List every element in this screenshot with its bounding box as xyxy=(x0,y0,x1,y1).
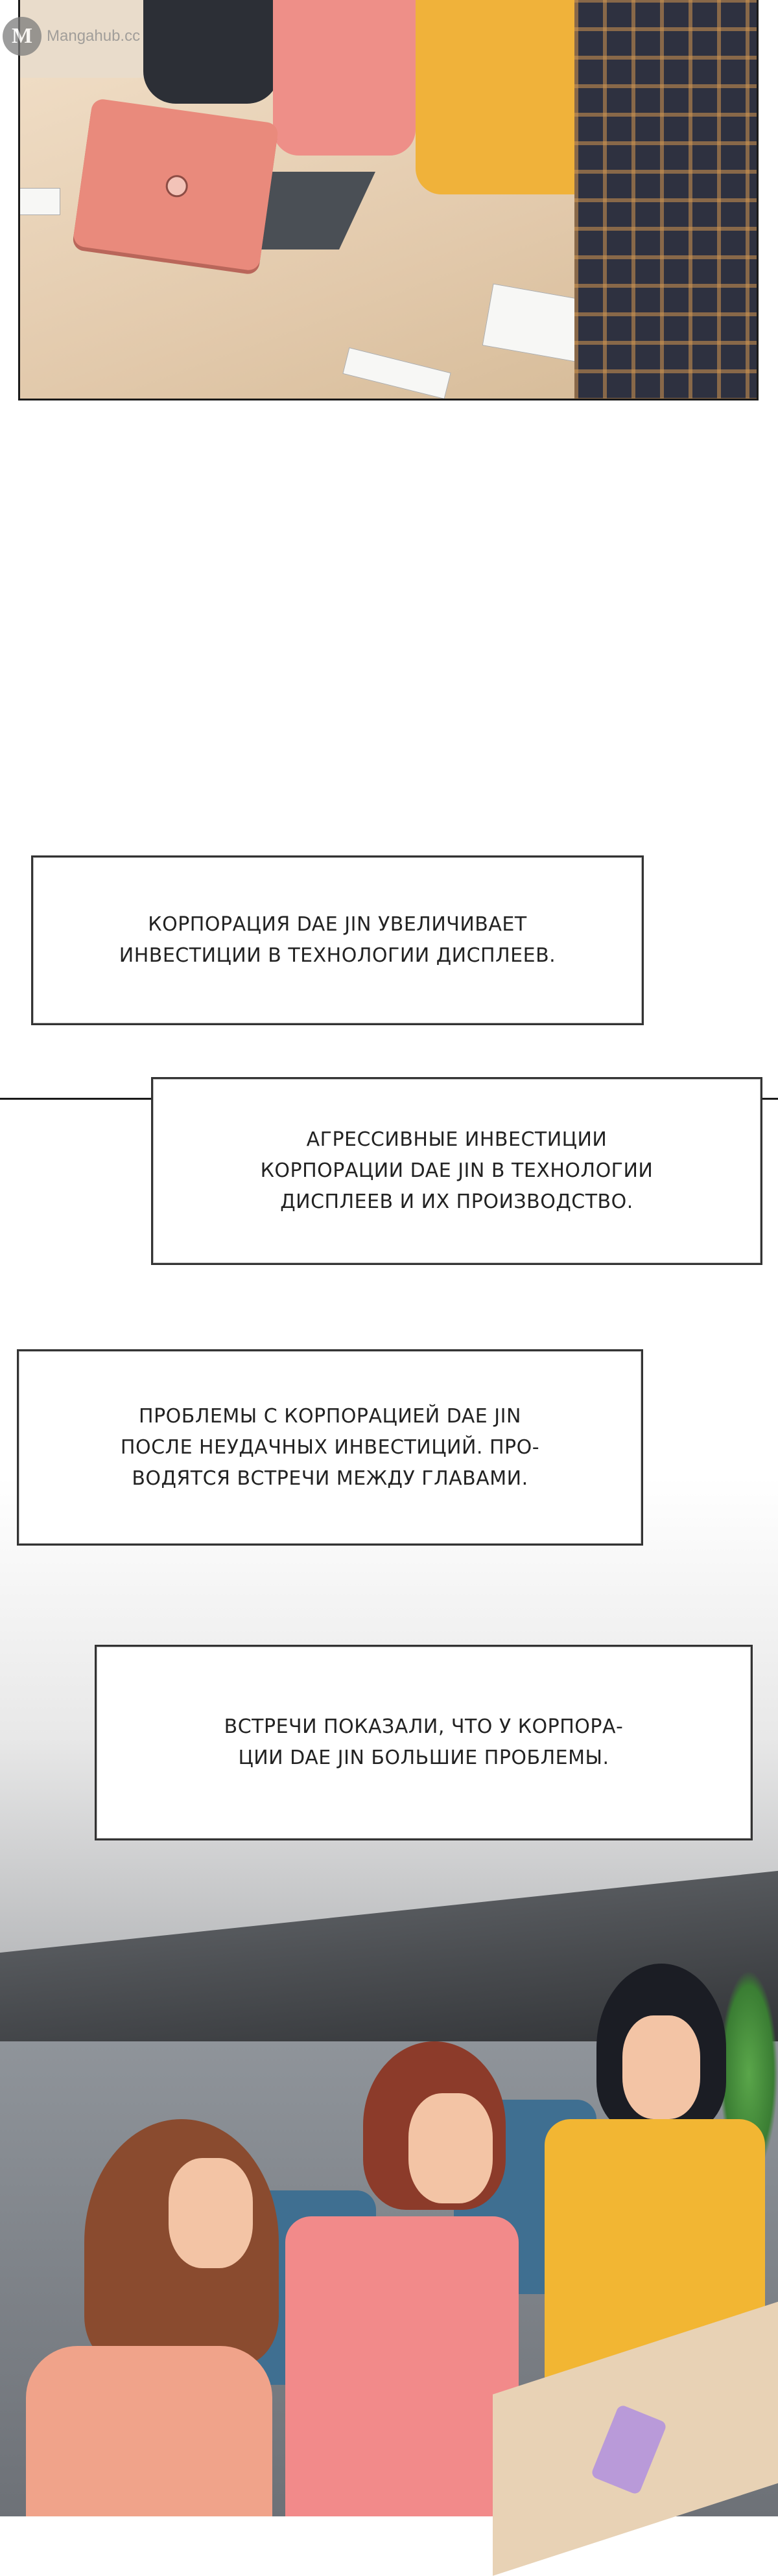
character-face xyxy=(622,2015,700,2119)
character-pink-shirt xyxy=(273,0,416,156)
site-logo-icon: M xyxy=(3,17,41,56)
comic-panel-top xyxy=(18,0,759,400)
narration-box xyxy=(17,1349,643,1546)
narration-box xyxy=(31,855,644,1025)
character-plaid-jacket xyxy=(574,0,759,400)
narration-box xyxy=(95,1645,753,1840)
character-face xyxy=(169,2158,253,2268)
character-peach-shirt xyxy=(26,2346,272,2516)
character-pink-shirt xyxy=(285,2216,519,2516)
narration-text: ПРОБЛЕМЫ С КОРПОРАЦИЕЙ DAE JIN ПОСЛЕ НЕУДАЧНЫХ ИНВЕСТИЦИЙ. ПРО- ВОДЯТСЯ ВСТРЕЧИ МЕЖДУ ГЛАВАМИ. xyxy=(120,1404,540,1490)
document-paper xyxy=(18,188,60,215)
narration-text: АГРЕССИВНЫЕ ИНВЕСТИЦИИ КОРПОРАЦИИ DAE JIN В ТЕХНОЛОГИИ ДИСПЛЕЕВ И ИХ ПРОИЗВОДСТВО. xyxy=(260,1128,654,1213)
character-face xyxy=(408,2093,493,2203)
narration-box xyxy=(151,1077,762,1265)
laptop-logo-icon xyxy=(165,174,189,198)
watermark-text: Mangahub.cc xyxy=(47,27,141,45)
pink-laptop xyxy=(72,98,279,272)
watermark xyxy=(3,17,140,56)
narration-text: КОРПОРАЦИЯ DAE JIN УВЕЛИЧИВАЕТ ИНВЕСТИЦИИ В ТЕХНОЛОГИИ ДИСПЛЕЕВ. xyxy=(119,913,556,967)
narration-text: ВСТРЕЧИ ПОКАЗАЛИ, ЧТО У КОРПОРА- ЦИИ DAE JIN БОЛЬШИЕ ПРОБЛЕМЫ. xyxy=(224,1715,624,1769)
character-dark-shirt xyxy=(143,0,279,104)
